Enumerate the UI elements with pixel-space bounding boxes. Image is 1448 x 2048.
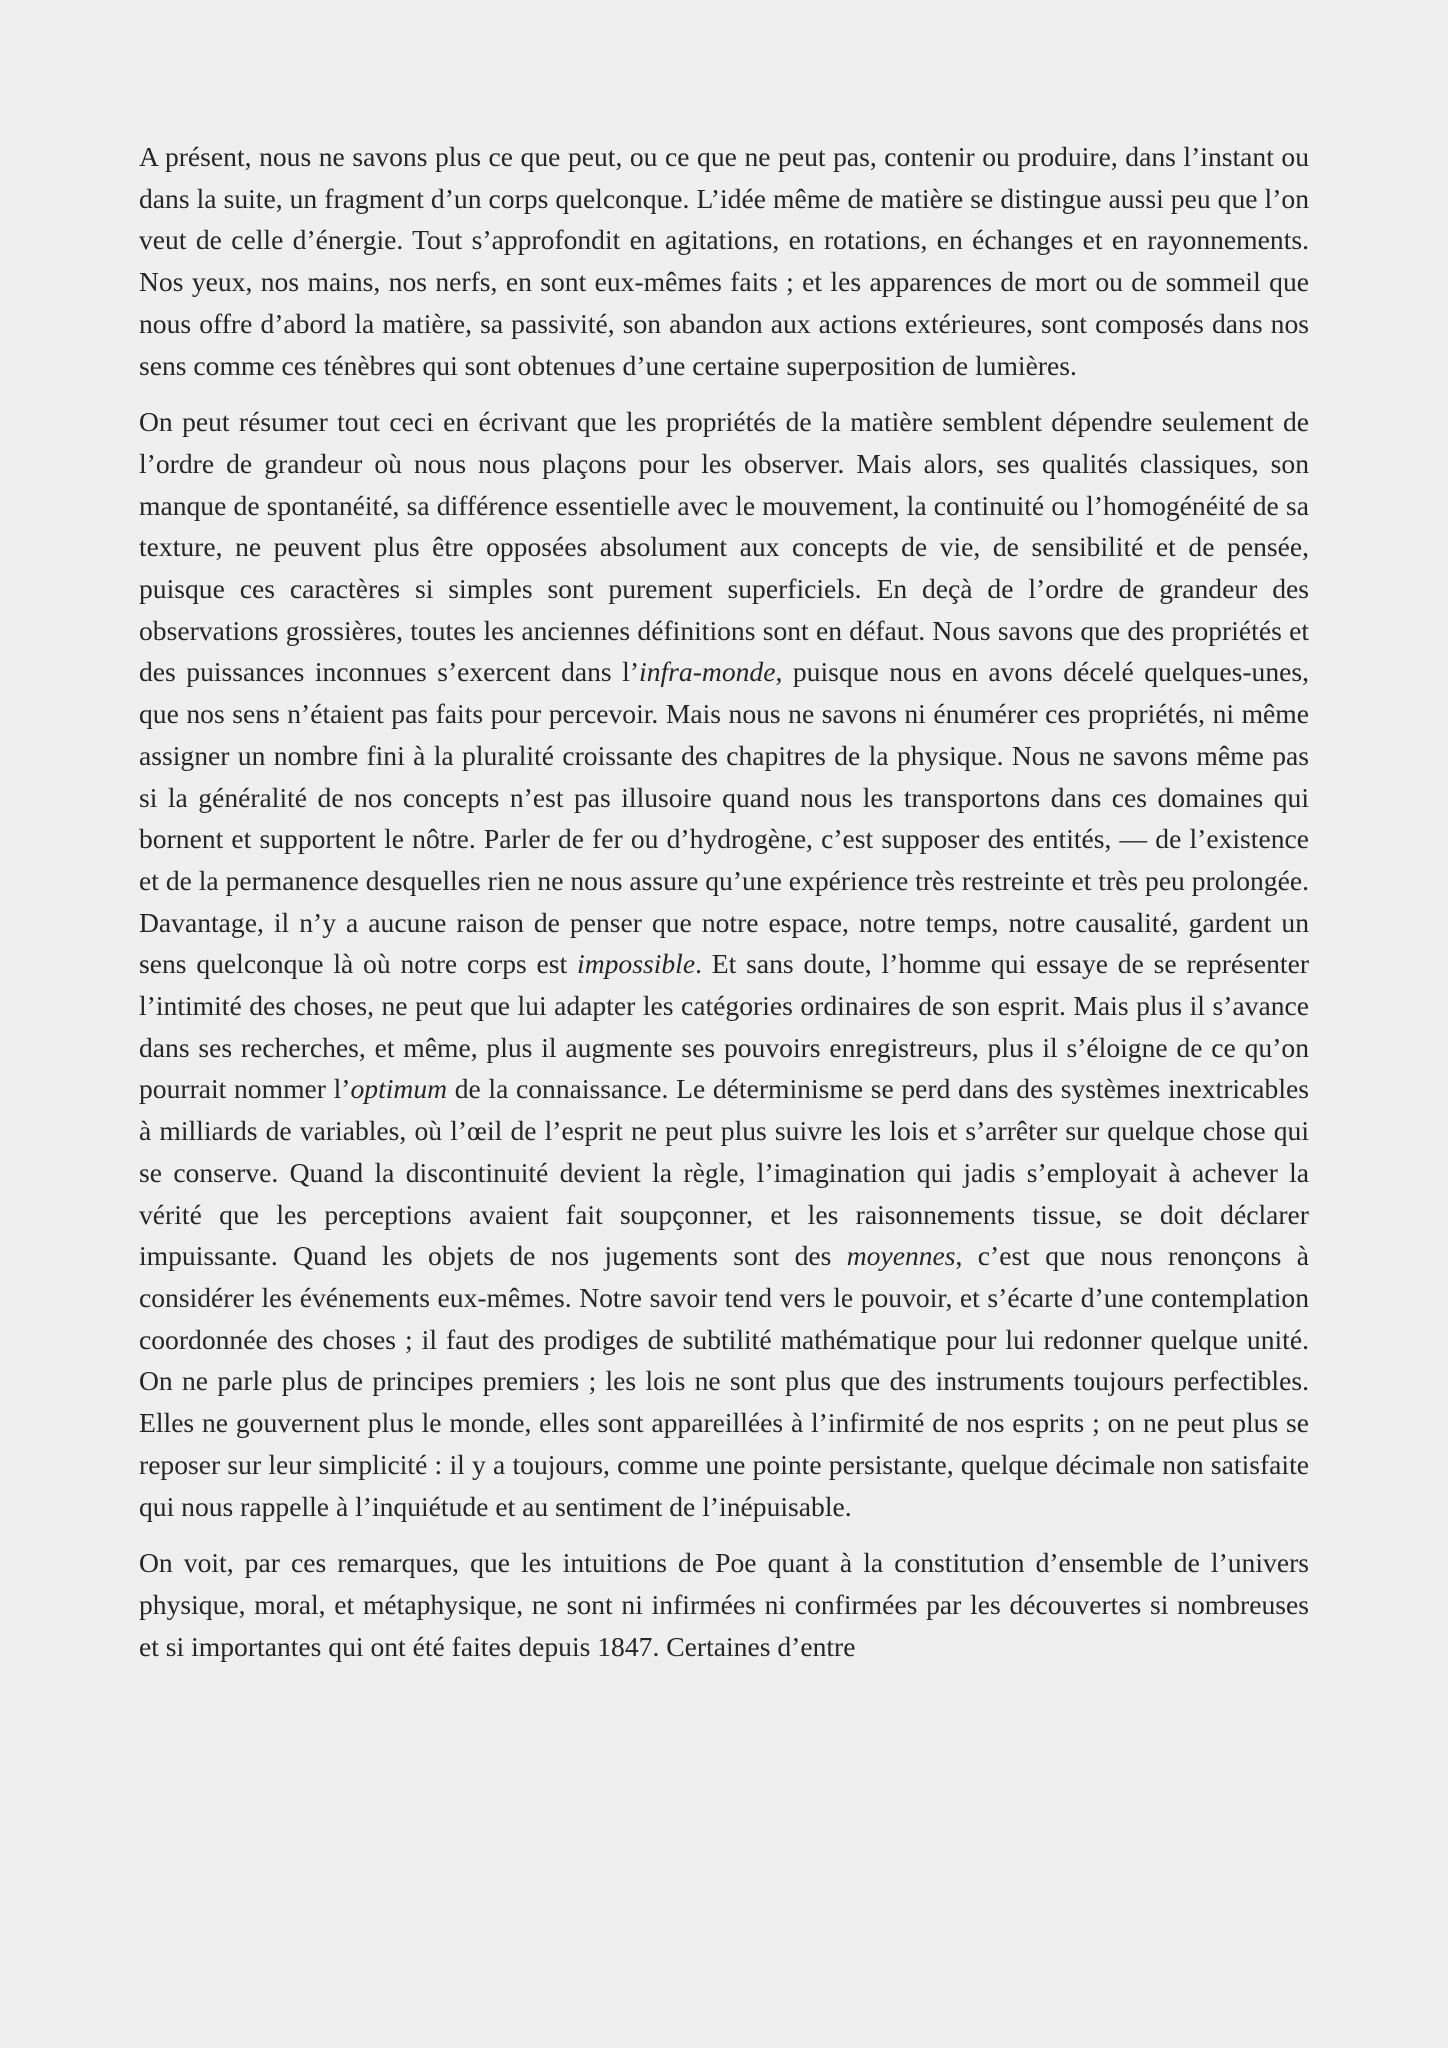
paragraph-2-text-d: de la connaissance. Le déterminisme se perd dans des systèmes inextricables à milliards de variables, où l’œil de l’esprit ne peut plus suivre les lois et s’arrêter sur quelque chose qui se conserve. Quand la discontinuité devient la règle, l’imagination qui jadis s’employait à achever la vérité que les perceptions avaient fait soupçonner, et les raisonnements tissue, se doit déclarer impuissante. Quand les objets de nos jugements sont des	[139, 1073, 1309, 1272]
italic-term-optimum: optimum	[350, 1073, 448, 1105]
paragraph-1	[139, 136, 1309, 386]
paragraph-1-text: A présent, nous ne savons plus ce que peut, ou ce que ne peut pas, contenir ou produire, dans l’instant ou dans la suite, un fragment d’un corps quelconque. L’idée même de matière se distingue aussi peu que l’on veut de celle d’énergie. Tout s’approfondit en agitations, en rotations, en échanges et en rayonnements. Nos yeux, nos mains, nos nerfs, en sont eux-mêmes faits ; et les apparences de mort ou de sommeil que nous offre d’abord la matière, sa passivité, son abandon aux actions extérieures, sont composés dans nos sens comme ces ténèbres qui sont obtenues d’une certaine superposition de lumières.	[139, 141, 1309, 381]
paragraph-2-text-c: . Et sans doute, l’homme qui essaye de se représenter l’intimité des choses, ne peut que lui adapter les catégories ordinaires de son esprit. Mais plus il s’avance dans ses recherches, et même, plus il augmente ses pouvoirs enregistreurs, plus il s’éloigne de ce qu’on pourrait nommer l’	[139, 948, 1310, 1105]
paragraph-2-text-b: , puisque nous en avons décelé quelques-unes, que nos sens n’étaient pas faits pour percevoir. Mais nous ne savons ni énumérer ces propriétés, ni même assigner un nombre fini à la pluralité croissante des chapitres de la physique. Nous ne savons même pas si la généralité de nos concepts n’est pas illusoire quand nous les transportons dans ces domaines qui bornent et supportent le nôtre. Parler de fer ou d’hydrogène, c’est supposer des entités, — de l’existence et de la permanence desquelles rien ne nous assure qu’une expérience très restreinte et très peu prolongée. Davantage, il n’y a aucune raison de penser que notre espace, notre temps, notre causalité, gardent un sens quelconque là où notre corps est	[139, 656, 1309, 980]
italic-term-moyennes: moyennes	[846, 1240, 956, 1272]
italic-term-infra-monde: infra-monde	[639, 656, 776, 688]
italic-term-impossible: impossible	[577, 948, 696, 980]
paragraph-2-text-e: , c’est que nous renonçons à considérer les événements eux-mêmes. Notre savoir tend vers le pouvoir, et s’écarte d’une contemplation coordonnée des choses ; il faut des prodiges de subtilité mathématique pour lui redonner quelque unité. On ne parle plus de principes premiers ; les lois ne sont plus que des instruments toujours perfectibles. Elles ne gouvernent plus le monde, elles sont appareillées à l’infirmité de nos esprits ; on ne peut plus se reposer sur leur simplicité : il y a toujours, comme une pointe persistante, quelque décimale non satisfaite qui nous rappelle à l’inquiétude et au sentiment de l’inépuisable.	[139, 1240, 1309, 1522]
paragraph-3	[139, 1542, 1309, 1667]
paragraph-2	[139, 401, 1309, 1527]
paragraph-3-text: On voit, par ces remarques, que les intuitions de Poe quant à la constitution d’ensemble de l’univers physique, moral, et métaphysique, ne sont ni infirmées ni confirmées par les découvertes si nombreuses et si importantes qui ont été faites depuis 1847. Certaines d’entre	[139, 1547, 1309, 1662]
document-page	[139, 136, 1309, 1667]
paragraph-2-text-a: On peut résumer tout ceci en écrivant que les propriétés de la matière semblent dépendre seulement de l’ordre de grandeur où nous nous plaçons pour les observer. Mais alors, ses qualités classiques, son manque de spontanéité, sa différence essentielle avec le mouvement, la continuité ou l’homogénéité de sa texture, ne peuvent plus être opposées absolument aux concepts de vie, de sensibilité et de pensée, puisque ces caractères si simples sont purement superficiels. En deçà de l’ordre de grandeur des observations grossières, toutes les anciennes définitions sont en défaut. Nous savons que des propriétés et des puissances inconnues s’exercent dans l’	[139, 406, 1309, 688]
